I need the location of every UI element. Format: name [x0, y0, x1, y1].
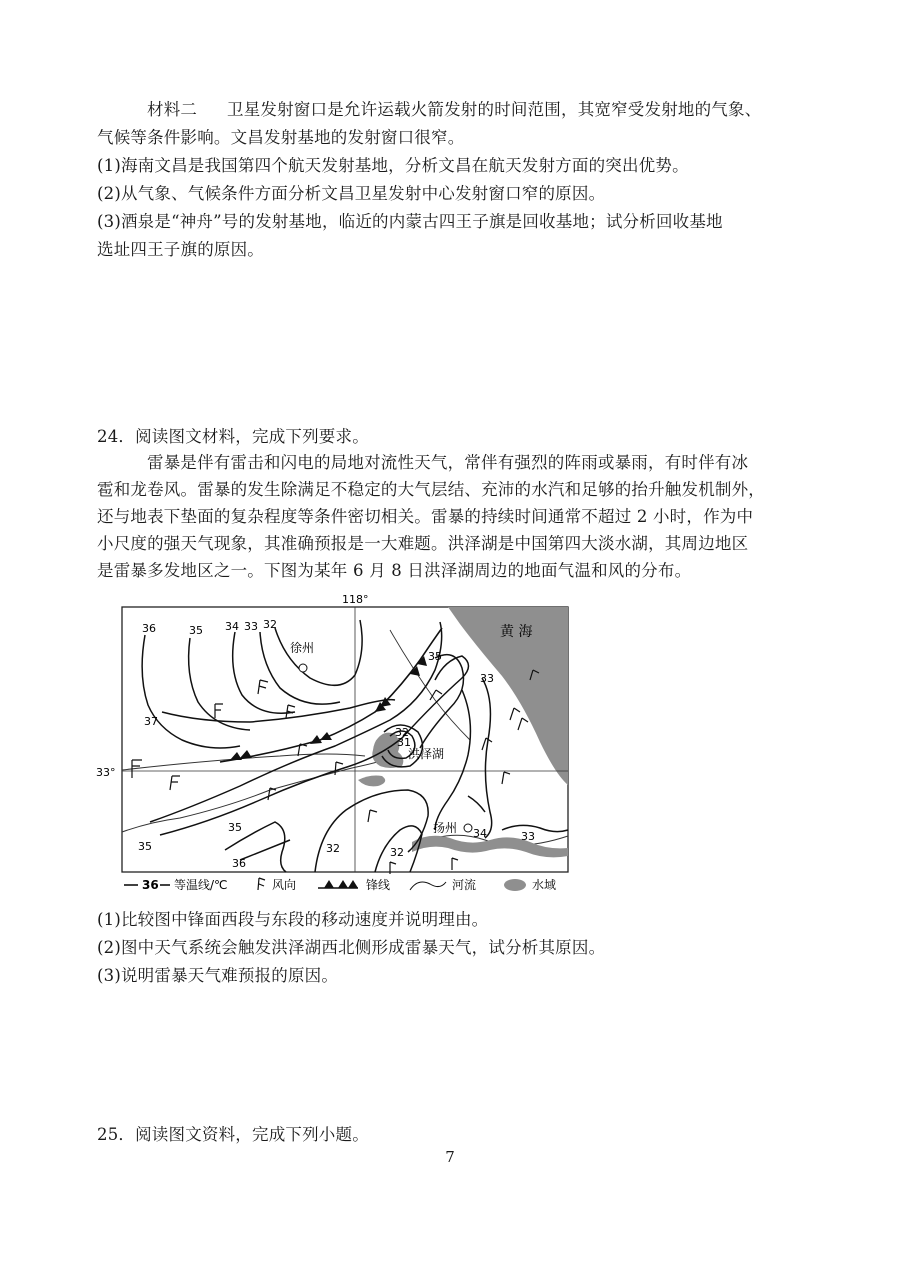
- map-legend: [124, 877, 556, 892]
- material2-line2: 气候等条件影响。文昌发射基地的发射窗口很窄。: [97, 128, 465, 147]
- isotherm-33-far-east: [502, 825, 568, 831]
- isotherm-label: 37: [144, 715, 158, 728]
- wind-barb: [215, 704, 223, 718]
- q24-para-line1: 雷暴是伴有雷击和闪电的局地对流性天气，常伴有强烈的阵雨或暴雨，有时伴有冰: [147, 453, 749, 472]
- material2-text1: 卫星发射窗口是允许运载火箭发射的时间范围，其宽窄受发射地的气象、: [227, 100, 762, 119]
- material2-line1: [147, 100, 761, 120]
- isotherm-32: [275, 620, 362, 685]
- wind-barb: [368, 810, 377, 822]
- small-lake: [358, 776, 385, 787]
- q25-heading: 25．阅读图文资料，完成下列小题。: [97, 1125, 369, 1144]
- q23-item-3: (3)酒泉是“神舟”号的发射基地，临近的内蒙古四王子旗是回收基地；试分析回收基地: [97, 212, 723, 231]
- wind-barb: [452, 858, 458, 870]
- q24-item-3: (3)说明雷暴天气难预报的原因。: [97, 966, 339, 985]
- q24-para-line5: 是雷暴多发地区之一。下图为某年 6 月 8 日洪泽湖周边的地面气温和风的分布。: [97, 561, 692, 580]
- wind-barb: [518, 718, 528, 730]
- lat-label: 33°: [96, 766, 116, 779]
- isotherm-label: 31: [397, 736, 411, 749]
- q24-para-line4: 小尺度的强天气现象，其准确预报是一大难题。洪泽湖是中国第四大淡水湖，其周边地区: [97, 534, 749, 553]
- isotherm-label: 34: [473, 827, 487, 840]
- q24-item-2: (2)图中天气系统会触发洪泽湖西北侧形成雷暴天气，试分析其原因。: [97, 938, 606, 957]
- isotherm-label: 35: [189, 624, 203, 637]
- legend-front-triangle: [348, 880, 358, 888]
- wind-barb: [258, 680, 268, 694]
- isotherm-label: 33: [480, 672, 494, 685]
- legend-front-triangle: [324, 880, 334, 888]
- wind-barb: [502, 772, 510, 784]
- city-xuzhou-marker: [299, 664, 307, 672]
- legend-wind-text: 风向: [272, 878, 297, 892]
- isotherm-33-yangzhou: [468, 796, 485, 812]
- isotherm-33-east: [482, 678, 492, 838]
- q24-item-1: (1)比较图中锋面西段与东段的移动速度并说明理由。: [97, 910, 489, 929]
- legend-river-symbol: [410, 882, 446, 890]
- isotherm-label: 32: [326, 842, 340, 855]
- isotherm-label: 36: [142, 622, 156, 635]
- isotherm-label: 32: [395, 726, 409, 739]
- wind-barb: [170, 776, 180, 790]
- isotherm-wind-map: [90, 590, 590, 900]
- legend-wind-symbol: [258, 878, 265, 890]
- q24-heading: 24．阅读图文材料，完成下列要求。: [97, 427, 369, 446]
- legend-river-text: 河流: [452, 878, 477, 892]
- isotherm-36: [142, 635, 240, 748]
- isotherm-label: 33: [521, 830, 535, 843]
- river-west: [122, 758, 390, 832]
- legend-isotherm-value: 36: [142, 878, 159, 892]
- q23-item-3-cont: 选址四王子旗的原因。: [97, 240, 264, 259]
- front-triangle: [240, 750, 252, 758]
- isotherm-label: 32: [263, 618, 277, 631]
- city-yangzhou-label: 扬州: [433, 821, 458, 835]
- isotherm-label: 32: [390, 846, 404, 859]
- isotherm-label: 35: [138, 840, 152, 853]
- lon-label: 118°: [342, 593, 369, 606]
- sea-label: 黄 海: [500, 624, 533, 640]
- material2-label: 材料二: [147, 100, 198, 119]
- isotherm-35: [189, 638, 250, 730]
- city-yangzhou-marker: [464, 824, 472, 832]
- city-xuzhou-label: 徐州: [290, 641, 315, 655]
- isotherm-label: 35: [228, 821, 242, 834]
- front-triangle: [230, 752, 242, 760]
- q24-para-line2: 雹和龙卷风。雷暴的发生除满足不稳定的大气层结、充沛的水汽和足够的抬升触发机制外，: [97, 480, 765, 499]
- legend-front-triangle: [338, 880, 348, 888]
- isotherm-32-south: [315, 790, 428, 872]
- q23-item-2: (2)从气象、气候条件方面分析文昌卫星发射中心发射窗口窄的原因。: [97, 184, 606, 203]
- isotherm-label: 36: [232, 857, 246, 870]
- legend-water-text: 水域: [532, 878, 557, 892]
- isotherm-34: [233, 632, 295, 713]
- yangtze-water: [412, 836, 568, 858]
- lake-label: 洪泽湖: [408, 747, 445, 761]
- isotherm-label: 34: [225, 620, 239, 633]
- isotherm-label: 35: [428, 650, 442, 663]
- page-number: 7: [445, 1148, 455, 1166]
- legend-water-swatch: [504, 879, 526, 891]
- isotherm-37-north: [162, 700, 395, 722]
- legend-front-text: 锋线: [366, 878, 391, 892]
- legend-isotherm-text: 等温线/℃: [174, 878, 228, 892]
- wind-barb: [510, 708, 520, 720]
- q24-para-line3: 还与地表下垫面的复杂程度等条件密切相关。雷暴的持续时间通常不超过 2 小时，作为中: [97, 507, 754, 526]
- q23-item-1: (1)海南文昌是我国第四个航天发射基地，分析文昌在航天发射方面的突出优势。: [97, 156, 689, 175]
- isotherm-label: 33: [244, 620, 258, 633]
